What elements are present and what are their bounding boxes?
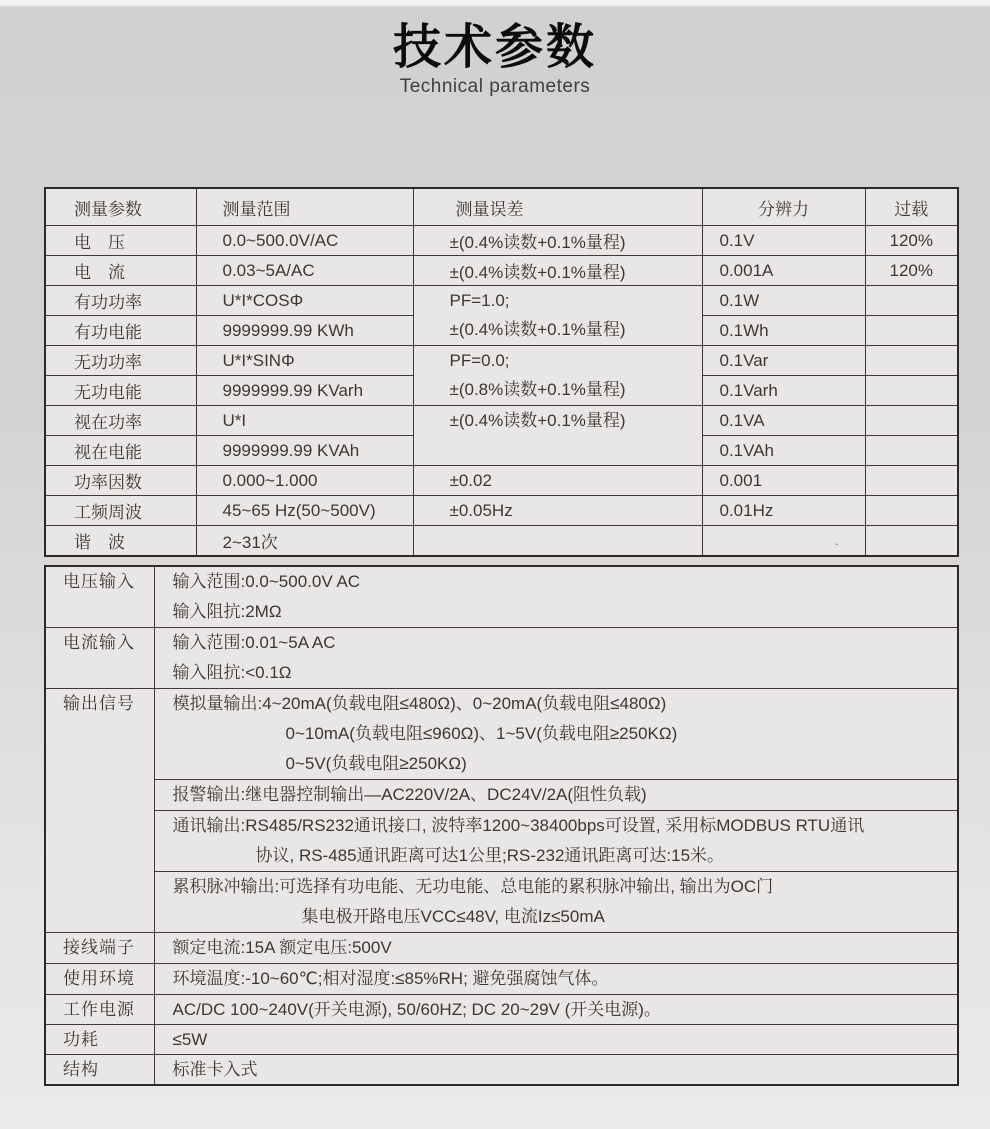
spec-label-text: 功耗 [63, 1030, 99, 1049]
cell-resolution: 0.1Varh [702, 376, 865, 406]
spec-label-text: 结构 [63, 1060, 99, 1079]
cell-overload [865, 466, 958, 496]
cell-resolution: 0.001A [702, 256, 865, 286]
cell-range: 9999999.99 KVarh [196, 376, 413, 406]
row-environment [45, 964, 958, 995]
cell-range: U*I*COSΦ [196, 286, 413, 316]
cell-error: ±(0.4%读数+0.1%量程) [413, 256, 702, 286]
header-param: 测量参数 [45, 188, 196, 226]
spec-line: 环境温度:-10~60℃;相对湿度:≤85%RH; 避免强腐蚀气体。 [172, 969, 609, 988]
cell-range: 0.0~500.0V/AC [196, 226, 413, 256]
cell-range: 2~31次 [196, 526, 413, 557]
cell-overload [865, 526, 958, 557]
spec-label [45, 689, 154, 933]
cell-overload [865, 346, 958, 376]
cell-overload: 120% [865, 256, 958, 286]
spec-line: 0~10mA(负载电阻≤960Ω)、1~5V(负载电阻≥250KΩ) [285, 724, 678, 743]
table-row-frequency [45, 496, 958, 526]
spec-line: 0~5V(负载电阻≥250KΩ) [285, 754, 467, 773]
spec-content [154, 995, 958, 1025]
cell-range: 0.03~5A/AC [196, 256, 413, 286]
cell-resolution: 0.1VAh [702, 436, 865, 466]
header-error: 测量误差 [413, 188, 702, 226]
error-line [450, 435, 702, 464]
cell-range: 45~65 Hz(50~500V) [196, 496, 413, 526]
spec-line: 输入范围:0.0~500.0V AC [172, 572, 361, 591]
row-output-signal-comm [45, 811, 958, 872]
spec-content [154, 566, 958, 628]
spec-line: 累积脉冲输出:可选择有功电能、无功电能、总电能的累积脉冲输出, 输出为OC门 [172, 877, 774, 896]
spec-label-text: 工作电源 [63, 1000, 135, 1019]
error-line: ±(0.8%读数+0.1%量程) [449, 380, 626, 399]
spec-content [154, 1055, 958, 1086]
header-resolution: 分辨力 [702, 188, 865, 226]
cell-param: 视在电能 [45, 436, 196, 466]
cell-resolution: . [702, 526, 865, 557]
header-overload: 过载 [865, 188, 958, 226]
table-row-current [45, 256, 958, 286]
table-row-voltage [45, 226, 958, 256]
cell-overload [865, 316, 958, 346]
row-terminals [45, 933, 958, 964]
spec-content-analog-output [154, 689, 958, 780]
io-general-specs-table [44, 565, 959, 1086]
row-structure [45, 1055, 958, 1086]
header-range: 测量范围 [196, 188, 413, 226]
cell-param: 有功电能 [45, 316, 196, 346]
cell-overload [865, 496, 958, 526]
spec-label [45, 995, 154, 1025]
cell-param: 谐 波 [45, 526, 196, 557]
spec-label [45, 964, 154, 995]
cell-range: 0.000~1.000 [196, 466, 413, 496]
cell-range: U*I [196, 406, 413, 436]
spec-line: AC/DC 100~240V(开关电源), 50/60HZ; DC 20~29V (开关电源)。 [172, 1000, 661, 1019]
cell-overload [865, 376, 958, 406]
cell-error-merged [413, 406, 702, 466]
cell-param: 有功功率 [45, 286, 196, 316]
cell-range: 9999999.99 KVAh [196, 436, 413, 466]
cell-param: 工频周波 [45, 496, 196, 526]
page-title: 技术参数 [392, 21, 597, 74]
spec-line: 通讯输出:RS485/RS232通讯接口, 波特率1200~38400bps可设置, 采用标MODBUS RTU通讯 [172, 816, 865, 835]
cell-range: 9999999.99 KWh [196, 316, 413, 346]
spec-label-text: 接线端子 [63, 938, 135, 957]
cell-resolution: 0.1W [702, 286, 865, 316]
error-line: PF=1.0; [449, 291, 510, 310]
table-row-apparent-power [45, 406, 958, 436]
row-power-supply [45, 995, 958, 1025]
cell-param: 无功电能 [45, 376, 196, 406]
cell-error: ±0.05Hz [413, 496, 702, 526]
cell-error-merged [413, 286, 702, 346]
table-row-harmonics [45, 526, 958, 557]
cell-error-merged [413, 346, 702, 406]
spec-line: 额定电流:15A 额定电压:500V [172, 938, 392, 957]
spec-content-comm-output [154, 811, 958, 872]
cell-range: U*I*SINΦ [196, 346, 413, 376]
cell-error: ±(0.4%读数+0.1%量程) [413, 226, 702, 256]
spec-content [154, 933, 958, 964]
row-output-signal-pulse [45, 872, 958, 933]
cell-param: 电 流 [45, 256, 196, 286]
table-row-reactive-power [45, 346, 958, 376]
spec-line: 标准卡入式 [172, 1060, 258, 1079]
spec-line: 报警输出:继电器控制输出—AC220V/2A、DC24V/2A(阻性负载) [172, 785, 647, 804]
spec-content-pulse-output [154, 872, 958, 933]
cell-overload [865, 406, 958, 436]
spec-label-text: 电流输入 [63, 633, 135, 652]
cell-error: ±0.02 [413, 466, 702, 496]
cell-resolution: 0.01Hz [702, 496, 865, 526]
spec-content [154, 628, 958, 689]
row-output-signal-alarm [45, 780, 958, 811]
cell-overload: 120% [865, 226, 958, 256]
spec-line: 输入范围:0.01~5A AC [172, 633, 336, 652]
cell-overload [865, 286, 958, 316]
table-header-row [45, 188, 958, 226]
spec-line: ≤5W [172, 1030, 208, 1049]
page-subtitle: Technical parameters [399, 76, 591, 98]
spec-label [45, 566, 154, 628]
cell-resolution: 0.1V [702, 226, 865, 256]
cell-resolution: 0.1Wh [702, 316, 865, 346]
cell-param: 视在功率 [45, 406, 196, 436]
error-line: PF=0.0; [449, 351, 510, 370]
spec-content-alarm-output [154, 780, 958, 811]
spec-label-text: 输出信号 [63, 694, 135, 713]
row-consumption [45, 1025, 958, 1055]
spec-label [45, 1025, 154, 1055]
row-voltage-input [45, 566, 958, 628]
cell-error [413, 526, 702, 557]
spec-content [154, 1025, 958, 1055]
spec-label [45, 1055, 154, 1086]
cell-param: 功率因数 [45, 466, 196, 496]
error-line: ±(0.4%读数+0.1%量程) [449, 320, 626, 339]
row-current-input [45, 628, 958, 689]
cell-resolution: 0.1Var [702, 346, 865, 376]
spec-line: 协议, RS-485通讯距离可达1公里;RS-232通讯距离可达:15米。 [255, 846, 725, 865]
measurement-parameters-table [44, 187, 959, 557]
spec-content [154, 964, 958, 995]
cell-resolution: 0.1VA [702, 406, 865, 436]
spec-line: 输入阻抗:2MΩ [172, 602, 282, 621]
cell-param: 电 压 [45, 226, 196, 256]
cell-param: 无功功率 [45, 346, 196, 376]
spec-label [45, 933, 154, 964]
table-row-power-factor [45, 466, 958, 496]
page-header [0, 20, 990, 98]
table-row-active-power [45, 286, 958, 316]
cell-resolution: 0.001 [702, 466, 865, 496]
cell-overload [865, 436, 958, 466]
spec-label [45, 628, 154, 689]
error-line: ±(0.4%读数+0.1%量程) [449, 411, 626, 430]
spec-line: 模拟量输出:4~20mA(负载电阻≤480Ω)、0~20mA(负载电阻≤480Ω) [172, 694, 667, 713]
spec-label-text: 使用环境 [63, 969, 135, 988]
spec-label-text: 电压输入 [63, 572, 135, 591]
spec-line: 输入阻抗:<0.1Ω [172, 663, 292, 682]
spec-line: 集电极开路电压VCC≤48V, 电流Iz≤50mA [301, 907, 605, 926]
row-output-signal-analog [45, 689, 958, 780]
